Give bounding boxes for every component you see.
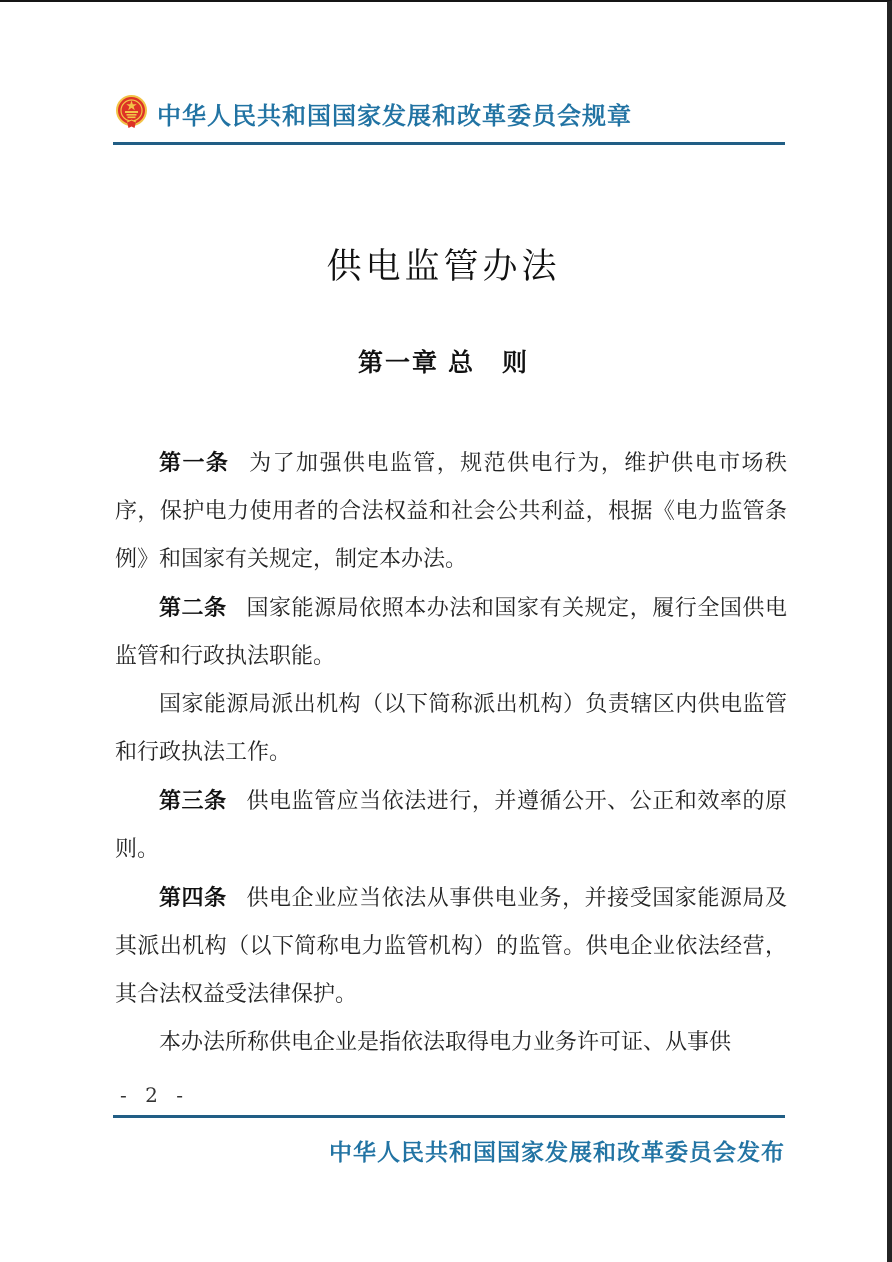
paragraph-text: 为了加强供电监管，规范供电行为，维护供电市场秩序，保护电力使用者的合法权益和社会公共利益，根据《电力监管条例》和国家有关规定，制定本办法。 — [115, 451, 787, 572]
paragraph-text: 供电监管应当依法进行，并遵循公开、公正和效率的原则。 — [115, 789, 787, 862]
article-number: 第一条 — [159, 450, 230, 475]
article-number: 第四条 — [159, 885, 227, 910]
paragraph-article-4-cont — [115, 1019, 787, 1067]
paragraph-text: 国家能源局依照本办法和国家有关规定，履行全国供电监管和行政执法职能。 — [115, 596, 787, 669]
document-body — [115, 439, 787, 1067]
article-number: 第三条 — [159, 788, 227, 813]
document-title: 供电监管办法 — [326, 247, 561, 287]
header-title: 中华人民共和国国家发展和改革委员会规章 — [157, 102, 632, 130]
page-header — [115, 95, 785, 131]
paragraph-article-4 — [115, 874, 787, 1019]
paragraph-article-2 — [115, 584, 787, 681]
publisher-line: 中华人民共和国国家发展和改革委员会发布 — [329, 1139, 785, 1165]
paragraph-article-2-cont — [115, 681, 787, 777]
paragraph-text: 本办法所称供电企业是指依法取得电力业务许可证、从事供 — [159, 1030, 732, 1055]
paragraph-text: 供电企业应当依法从事供电业务，并接受国家能源局及其派出机构（以下简称电力监管机构）的监管。供电企业依法经营，其合法权益受法律保护。 — [115, 886, 787, 1007]
paragraph-article-3 — [115, 777, 787, 874]
paragraph-text: 国家能源局派出机构（以下简称派出机构）负责辖区内供电监管和行政执法工作。 — [115, 692, 787, 765]
header-rule — [113, 142, 785, 145]
china-national-emblem-icon — [115, 95, 148, 131]
page-number: - 2 - — [120, 1083, 189, 1107]
footer-rule — [113, 1115, 785, 1118]
paragraph-article-1 — [115, 439, 787, 584]
article-number: 第二条 — [159, 595, 227, 620]
chapter-heading: 第一章 总 则 — [358, 349, 529, 377]
